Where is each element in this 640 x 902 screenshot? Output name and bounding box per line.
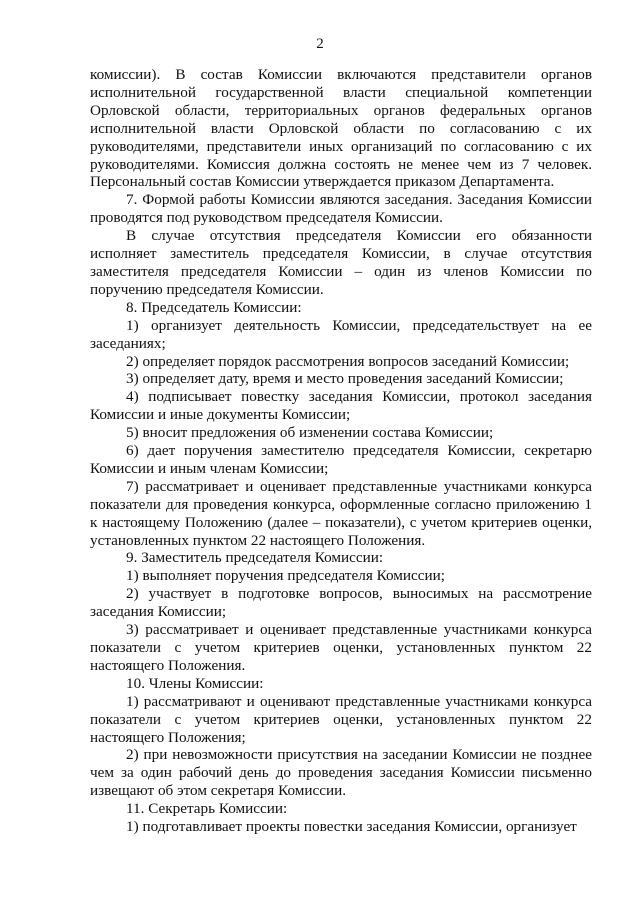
paragraph: В случае отсутствия председателя Комиссии его обязанности исполняет заместитель председателя Комиссии, в случае отсутствия заместителя председателя Комиссии – один из членов Комиссии по поручению председателя Комиссии. [90, 227, 592, 298]
page-number: 2 [316, 36, 324, 52]
list-item: 1) рассматривают и оценивают представленные участниками конкурса показатели с учетом критериев оценки, установленных пунктом 22 настоящего Положения; [90, 692, 592, 746]
list-item: 4) подписывает повестку заседания Комиссии, протокол заседания Комиссии и иные документы Комиссии; [90, 388, 592, 424]
list-item: 7) рассматривает и оценивает представленные участниками конкурса показатели для проведения конкурса, оформленные согласно приложению 1 к настоящему Положению (далее – показатели), с учетом критериев оценки, установленных пунктом 22 настоящего Положения. [90, 477, 592, 549]
paragraph: комиссии). В состав Комиссии включаются представители органов исполнительной государственной власти специальной компетенции Орловской области, территориальных органов федеральных органов исполнительной власти Орловской области по согласованию с их руководителями, представители иных организаций по согласованию с их руководителями. Комиссия должна состоять не менее чем из 7 человек. Персональный состав Комиссии утверждается приказом Департамента. [90, 66, 592, 191]
list-item: 2) определяет порядок рассмотрения вопросов заседаний Комиссии; [126, 352, 570, 370]
list-item: 3) рассматривает и оценивает представленные участниками конкурса показатели с учетом критериев оценки, установленных пунктом 22 настоящего Положения. [90, 621, 592, 674]
list-item: 1) организует деятельность Комиссии, председательствует на ее заседаниях; [90, 316, 592, 352]
list-item: 1) подготавливает проекты повестки заседания Комиссии, организует [126, 818, 577, 836]
section-heading: 9. Заместитель председателя Комиссии: [126, 549, 384, 567]
list-item: 5) вносит предложения об изменении состава Комиссии; [126, 424, 494, 442]
section-heading: 8. Председатель Комиссии: [126, 298, 302, 316]
list-item: 3) определяет дату, время и место проведения заседаний Комиссии; [126, 370, 564, 388]
list-item: 6) дает поручения заместителю председателя Комиссии, секретарю Комиссии и иным членам Комиссии; [90, 442, 592, 477]
section-heading: 11. Секретарь Комиссии: [126, 800, 288, 818]
list-item: 2) участвует в подготовке вопросов, выносимых на рассмотрение заседания Комиссии; [90, 585, 592, 621]
paragraph: 7. Формой работы Комиссии являются заседания. Заседания Комиссии проводятся под руководством председателя Комиссии. [90, 191, 592, 227]
list-item: 2) при невозможности присутствия на заседании Комиссии не позднее чем за один рабочий день до проведения заседания Комиссии письменно извещают об этом секретаря Комиссии. [90, 746, 592, 800]
list-item: 1) выполняет поручения председателя Комиссии; [126, 567, 445, 585]
document-body [90, 66, 592, 836]
section-heading: 10. Члены Комиссии: [126, 674, 264, 692]
